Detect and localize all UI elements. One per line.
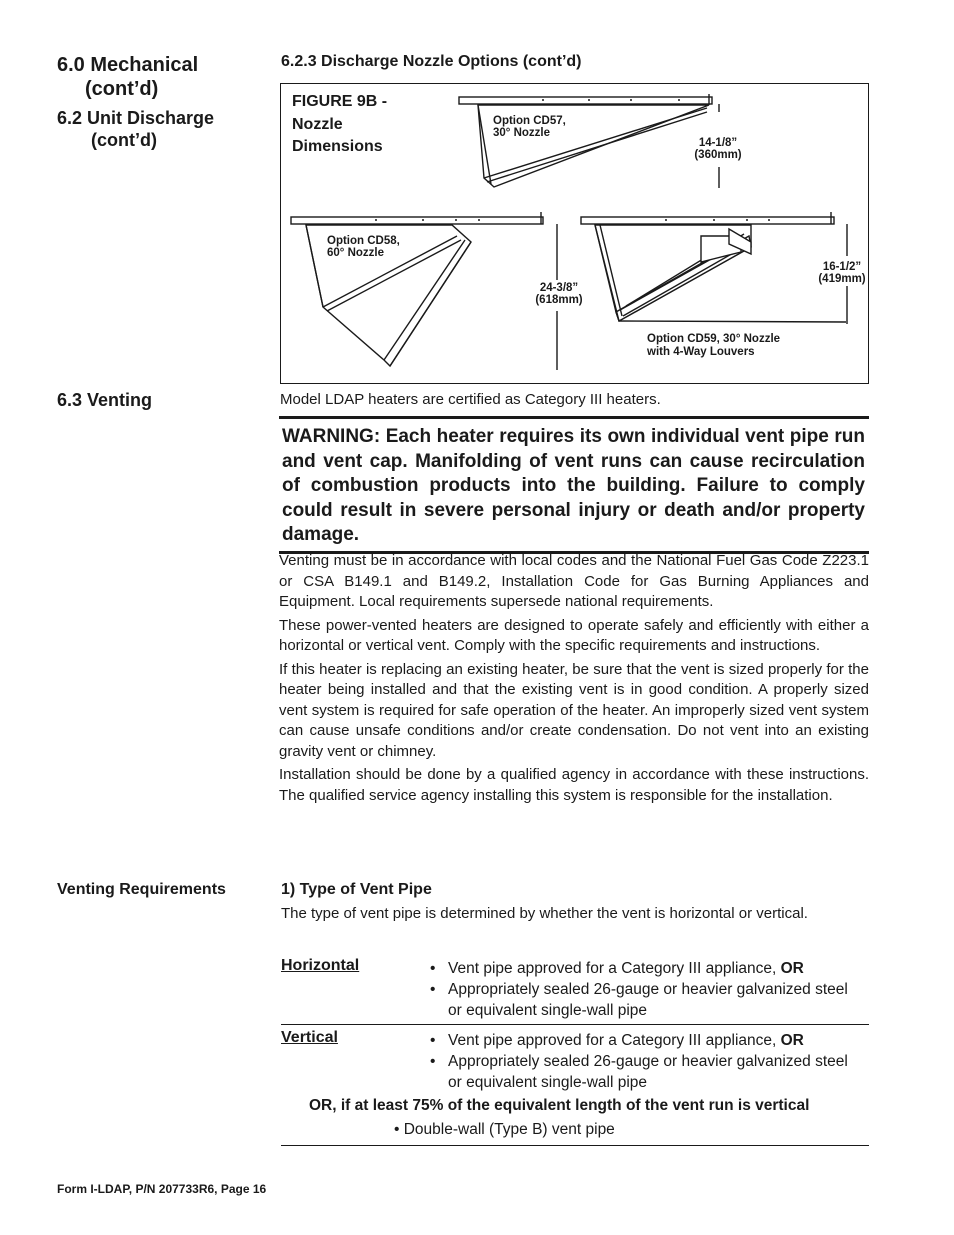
cd58-dimension-in: 24-3/8” xyxy=(539,282,579,294)
cd58-label-line-1: Option CD58, xyxy=(327,235,400,247)
horizontal-label: Horizontal xyxy=(281,957,360,974)
cd57-nozzle-drawing xyxy=(459,94,719,188)
vent-pipe-table xyxy=(281,957,869,1146)
vertical-label: Vertical xyxy=(281,1029,338,1046)
paragraph-2: These power-vented heaters are designed to operate safely and efficiently with either a horizontal or vertical vent. Comply with the specific requirements and instructions. xyxy=(279,616,869,654)
list-item: • Vent pipe approved for a Category III appliance, OR xyxy=(430,958,860,979)
cd57-label-line-1: Option CD57, xyxy=(493,115,566,127)
figure-9b xyxy=(280,83,869,384)
list-item: • Appropriately sealed 26-gauge or heavier galvanized steel or equivalent single-wall pipe xyxy=(430,979,860,1021)
cd59-nozzle-drawing xyxy=(581,212,847,324)
nozzle-diagram xyxy=(281,84,868,383)
warning-text: WARNING: Each heater requires its own individual vent pipe run and vent cap. Manifolding of vent runs can cause recirculation of combustion products into the building. Failure to comply could result in severe personal injury or death and/or property damage. xyxy=(282,426,865,545)
subsection-title-line-1: 6.2 Unit Discharge xyxy=(57,108,215,128)
venting-body xyxy=(279,551,869,806)
section-title-line-2: (cont’d) xyxy=(85,78,159,100)
figure-caption-line-3: Dimensions xyxy=(292,138,383,155)
warning-box xyxy=(279,416,869,554)
section-title-line-1: 6.0 Mechanical xyxy=(57,54,199,76)
cd57-dimension-mm: (360mm) xyxy=(694,149,742,161)
venting-requirements-heading: Venting Requirements xyxy=(57,881,226,898)
cd59-label-line-1: Option CD59, 30° Nozzle xyxy=(647,333,781,345)
list-item: • Vent pipe approved for a Category III appliance, OR xyxy=(430,1030,860,1051)
figure-caption-line-2: Nozzle xyxy=(292,115,343,133)
certified-text: Model LDAP heaters are certified as Category III heaters. xyxy=(280,391,661,408)
vent-pipe-text: The type of vent pipe is determined by whether the vent is horizontal or vertical. xyxy=(281,905,808,922)
vertical-list xyxy=(430,1030,860,1093)
horizontal-list xyxy=(430,958,860,1021)
cd59-dimension-in: 16-1/2” xyxy=(822,261,862,273)
cd57-label-line-2: 30° Nozzle xyxy=(493,127,551,139)
venting-heading: 6.3 Venting xyxy=(57,390,153,410)
horizontal-row xyxy=(281,957,869,1025)
figure-caption-line-1: FIGURE 9B - xyxy=(292,93,388,110)
cd59-dimension-mm: (419mm) xyxy=(818,273,866,285)
subsection-title xyxy=(57,107,214,151)
vent-pipe-heading: 1) Type of Vent Pipe xyxy=(281,881,432,898)
double-wall-item: • Double-wall (Type B) vent pipe xyxy=(394,1121,615,1138)
section-title xyxy=(57,53,198,101)
vertical-row xyxy=(281,1025,869,1146)
cd58-dimension-mm: (618mm) xyxy=(535,294,583,306)
paragraph-3: If this heater is replacing an existing heater, be sure that the vent is sized properly for the heater being installed and that the existing vent is in good condition. A properly sized vent system is required for safe operation of the heater. An improperly sized vent system can cause unsafe conditions and/or create condensation. Do not vent into an existing gravity vent or chimney. xyxy=(279,660,869,760)
nozzle-options-heading: 6.2.3 Discharge Nozzle Options (cont’d) xyxy=(281,53,582,70)
list-item: • Appropriately sealed 26-gauge or heavier galvanized steel or equivalent single-wall pipe xyxy=(430,1051,860,1093)
cd57-dimension-in: 14-1/8” xyxy=(698,137,738,149)
paragraph-1: Venting must be in accordance with local codes and the National Fuel Gas Code Z223.1 or CSA B149.1 and B149.2, Installation Code for Gas Burning Appliances and Equipment. Local requirements supersede national requirements. xyxy=(279,552,869,610)
vertical-or-note: OR, if at least 75% of the equivalent length of the vent run is vertical xyxy=(309,1097,810,1114)
cd59-label-line-2: with 4-Way Louvers xyxy=(647,346,755,358)
cd58-label-line-2: 60° Nozzle xyxy=(327,247,385,259)
subsection-title-line-2: (cont’d) xyxy=(91,130,157,150)
paragraph-4: Installation should be done by a qualified agency in accordance with these instructions. The qualified service agency installing this system is responsible for the installation. xyxy=(279,766,869,804)
page-footer: Form I-LDAP, P/N 207733R6, Page 16 xyxy=(57,1182,267,1196)
